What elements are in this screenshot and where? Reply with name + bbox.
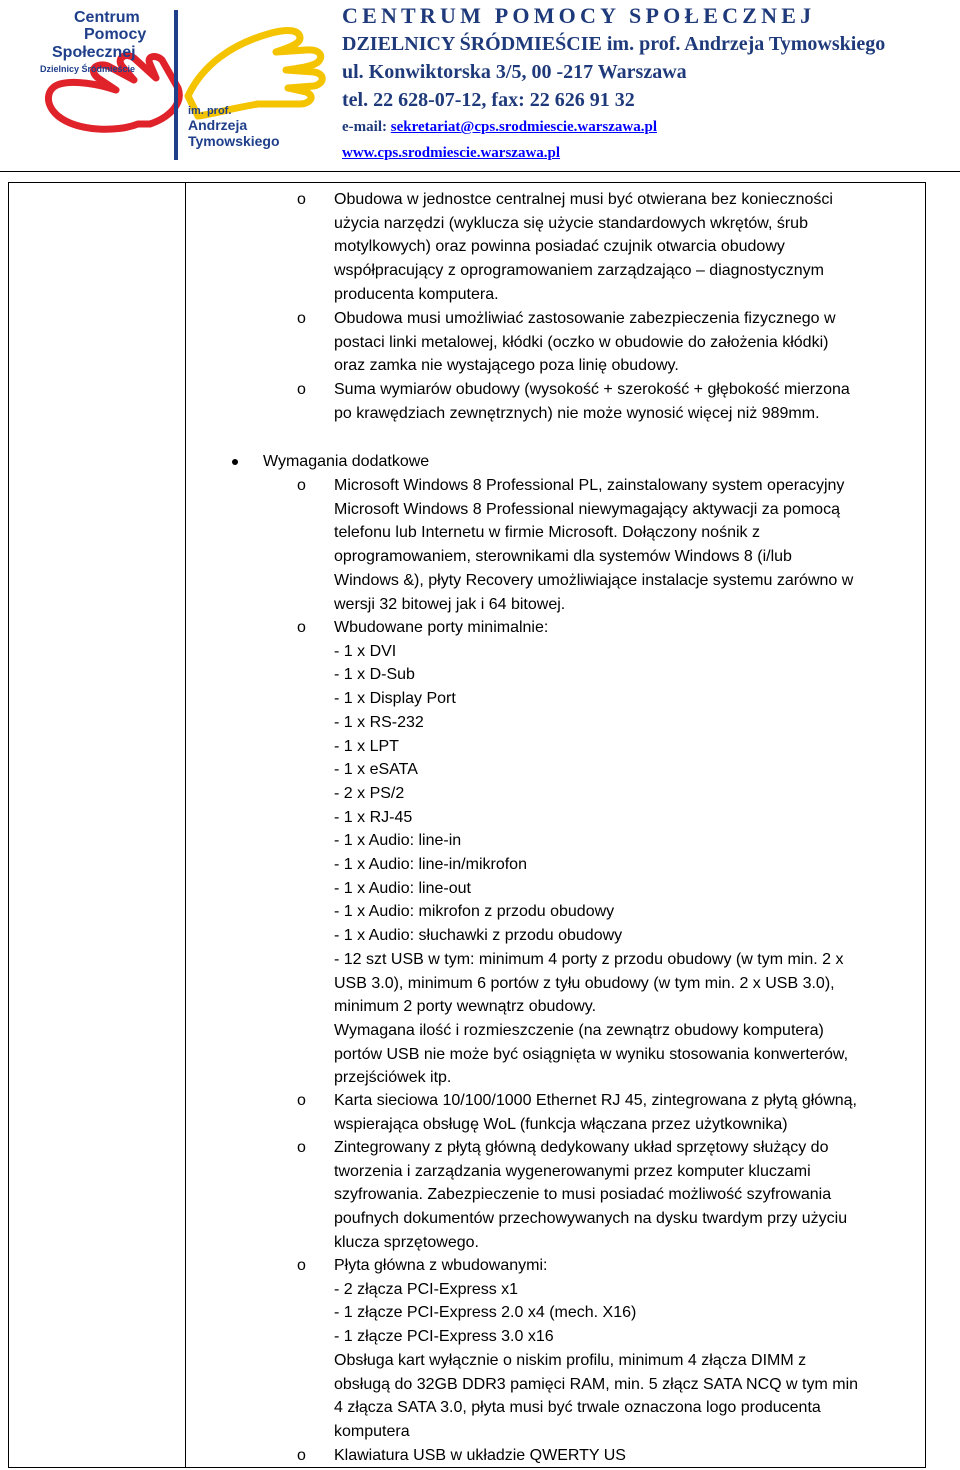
text-line: Obsługa kart wyłącznie o niskim profilu, minimum 4 złącza DIMM z <box>334 1351 807 1369</box>
text-line: wspierająca obsługę WoL (funkcja włączana przez użytkownika) <box>334 1115 788 1133</box>
text-line: - 1 x DVI <box>334 642 397 660</box>
list-item <box>334 188 919 307</box>
text-line: Microsoft Windows 8 Professional PL, zainstalowany system operacyjny <box>334 477 845 494</box>
text-line: - 1 x eSATA <box>334 761 418 779</box>
logo-name-line-3: Społecznej <box>52 44 136 61</box>
text-line: postaci linki metalowej, kłódki (oczko w obudowie do założenia kłódki) <box>334 333 829 351</box>
text-line: szyfrowania. Zabezpieczenie to musi posiadać możliwość szyfrowania <box>334 1186 832 1204</box>
text-line: Wymagana ilość i rozmieszczenie (na zewnątrz obudowy komputera) <box>334 1021 824 1039</box>
list-bullet: o <box>297 310 306 327</box>
list-bullet: o <box>297 1447 306 1464</box>
list-bullet: o <box>297 381 306 398</box>
section-heading: Wymagania dodatkowe <box>263 453 430 470</box>
logo-patron-line-2: Andrzeja <box>188 117 248 133</box>
text-line: - 1 x D-Sub <box>334 666 415 684</box>
section-bullet-icon <box>232 459 238 465</box>
org-district: DZIELNICY ŚRÓDMIEŚCIE im. prof. Andrzeja Tymowskiego <box>342 33 886 55</box>
text-line: - 2 x PS/2 <box>334 784 405 802</box>
list-item <box>334 1254 919 1444</box>
logo-name-line-4: Dzielnicy Śródmieście <box>40 64 136 74</box>
list-bullet: o <box>297 1139 306 1156</box>
header-divider <box>0 171 960 172</box>
text-line: portów USB nie może być osiągnięta w wyniku stosowania konwerterów, <box>334 1045 849 1063</box>
text-line: Suma wymiarów obudowy (wysokość + szerokość + głębokość mierzona <box>334 381 850 398</box>
list-item <box>334 307 919 378</box>
text-line: Płyta główna z wbudowanymi: <box>334 1257 548 1274</box>
text-line: Microsoft Windows 8 Professional niewymagający aktywacji za pomocą <box>334 500 840 518</box>
text-line: 4 złącza SATA 3.0, płyta musi być trwale oznaczona logo producenta <box>334 1399 821 1417</box>
list-bullet: o <box>297 1092 306 1109</box>
text-line: Windows &), płyty Recovery umożliwiające instalacje systemu zarówno w <box>334 571 854 589</box>
text-line: Obudowa musi umożliwiać zastosowanie zabezpieczenia fizycznego w <box>334 310 836 327</box>
text-line: Zintegrowany z płytą główną dedykowany układ sprzętowy służący do <box>334 1139 829 1156</box>
text-line: obsługą do 32GB DDR3 pamięci RAM, min. 5 złącz SATA NCQ w tym min <box>334 1375 859 1393</box>
text-line: klucza sprzętowego. <box>334 1233 479 1251</box>
list-item <box>334 1136 919 1255</box>
text-line: - 1 x Audio: line-out <box>334 879 471 897</box>
text-line: Klawiatura USB w układzie QWERTY US <box>334 1447 626 1464</box>
text-line: oprogramowaniem, sterownikami dla systemów Windows 8 (i/lub <box>334 548 792 566</box>
org-email-line <box>342 114 885 140</box>
text-line: komputera <box>334 1422 410 1440</box>
text-line: - 1 x Display Port <box>334 690 456 708</box>
list-bullet: o <box>297 1257 306 1274</box>
text-line: Karta sieciowa 10/100/1000 Ethernet RJ 45, zintegrowana z płytą główną, <box>334 1092 857 1109</box>
text-line: - 1 x Audio: mikrofon z przodu obudowy <box>334 903 615 921</box>
list-item <box>334 474 919 616</box>
text-line: - 12 szt USB w tym: minimum 4 porty z przodu obudowy (w tym min. 2 x <box>334 950 844 968</box>
list-item <box>334 378 919 425</box>
text-line: USB 3.0), minimum 6 portów z tyłu obudowy (w tym min. 2 x USB 3.0), <box>334 974 835 992</box>
email-label: e-mail: <box>342 119 391 135</box>
organization-info <box>342 2 885 166</box>
logo-patron-line-1: im. prof. <box>188 105 232 117</box>
text-line: - 1 x RS-232 <box>334 713 424 731</box>
text-line: - 2 złącza PCI-Express x1 <box>334 1280 519 1298</box>
text-line: - 1 x RJ-45 <box>334 808 413 826</box>
org-address: ul. Konwiktorska 3/5, 00 -217 Warszawa <box>342 61 687 83</box>
text-line: - 1 x Audio: line-in <box>334 832 462 850</box>
text-line: wersji 32 bitowej jak i 64 bitowej. <box>334 595 566 613</box>
letterhead <box>0 0 960 172</box>
list-item <box>334 1444 919 1468</box>
text-line: - 1 złącze PCI-Express 3.0 x16 <box>334 1328 554 1346</box>
text-line: Wbudowane porty minimalnie: <box>334 619 549 636</box>
text-line: Obudowa w jednostce centralnej musi być otwierana bez konieczności <box>334 191 833 208</box>
list-item <box>334 1089 919 1136</box>
logo-name-line-1: Centrum <box>74 9 140 26</box>
list-bullet: o <box>297 191 306 208</box>
org-website-line <box>342 140 885 166</box>
text-line: - 1 x Audio: line-in/mikrofon <box>334 856 527 874</box>
text-line: użycia narzędzi (wyklucza się użycie standardowych wkrętów, śrub <box>334 214 808 232</box>
text-line: motylkowych) oraz powinna posiadać czujnik otwarcia obudowy <box>334 238 785 256</box>
org-phone: tel. 22 628-07-12, fax: 22 626 91 32 <box>342 89 635 111</box>
text-line: - 1 x LPT <box>334 737 399 755</box>
text-line: telefonu lub Internetu w firmie Microsoft. Dołączony nośnik z <box>334 524 760 542</box>
email-link[interactable]: sekretariat@cps.srodmiescie.warszawa.pl <box>390 119 658 135</box>
text-line: tworzenia i zarządzania wygenerowanymi przez komputer kluczami <box>334 1162 811 1180</box>
list-bullet: o <box>297 619 306 636</box>
table-column-divider <box>185 183 186 1467</box>
text-line: oraz zamka nie wystającego poza linię obudowy. <box>334 357 679 375</box>
list-item <box>334 616 919 1090</box>
text-line: producenta komputera. <box>334 285 499 303</box>
text-line: minimum 2 porty wewnątrz obudowy. <box>334 998 597 1016</box>
text-line: współpracujący z oprogramowaniem zarządzająco – diagnostycznym <box>334 262 825 280</box>
website-link[interactable]: www.cps.srodmiescie.warszawa.pl <box>342 145 561 161</box>
org-name: CENTRUM POMOCY SPOŁECZNEJ <box>342 3 816 28</box>
list-bullet: o <box>297 477 306 494</box>
text-line: poufnych dokumentów przechowywanych na dysku twardym przy użyciu <box>334 1210 848 1228</box>
text-line: przejściówek itp. <box>334 1069 452 1087</box>
logo-patron-line-3: Tymowskiego <box>188 133 280 149</box>
logo-name-line-2: Pomocy <box>84 26 147 43</box>
text-line: - 1 złącze PCI-Express 2.0 x4 (mech. X16) <box>334 1304 637 1322</box>
text-line: - 1 x Audio: słuchawki z przodu obudowy <box>334 927 623 945</box>
text-line: po krawędziach zewnętrznych) nie może wynosić więcej niż 989mm. <box>334 404 820 422</box>
cps-logo <box>38 4 338 164</box>
